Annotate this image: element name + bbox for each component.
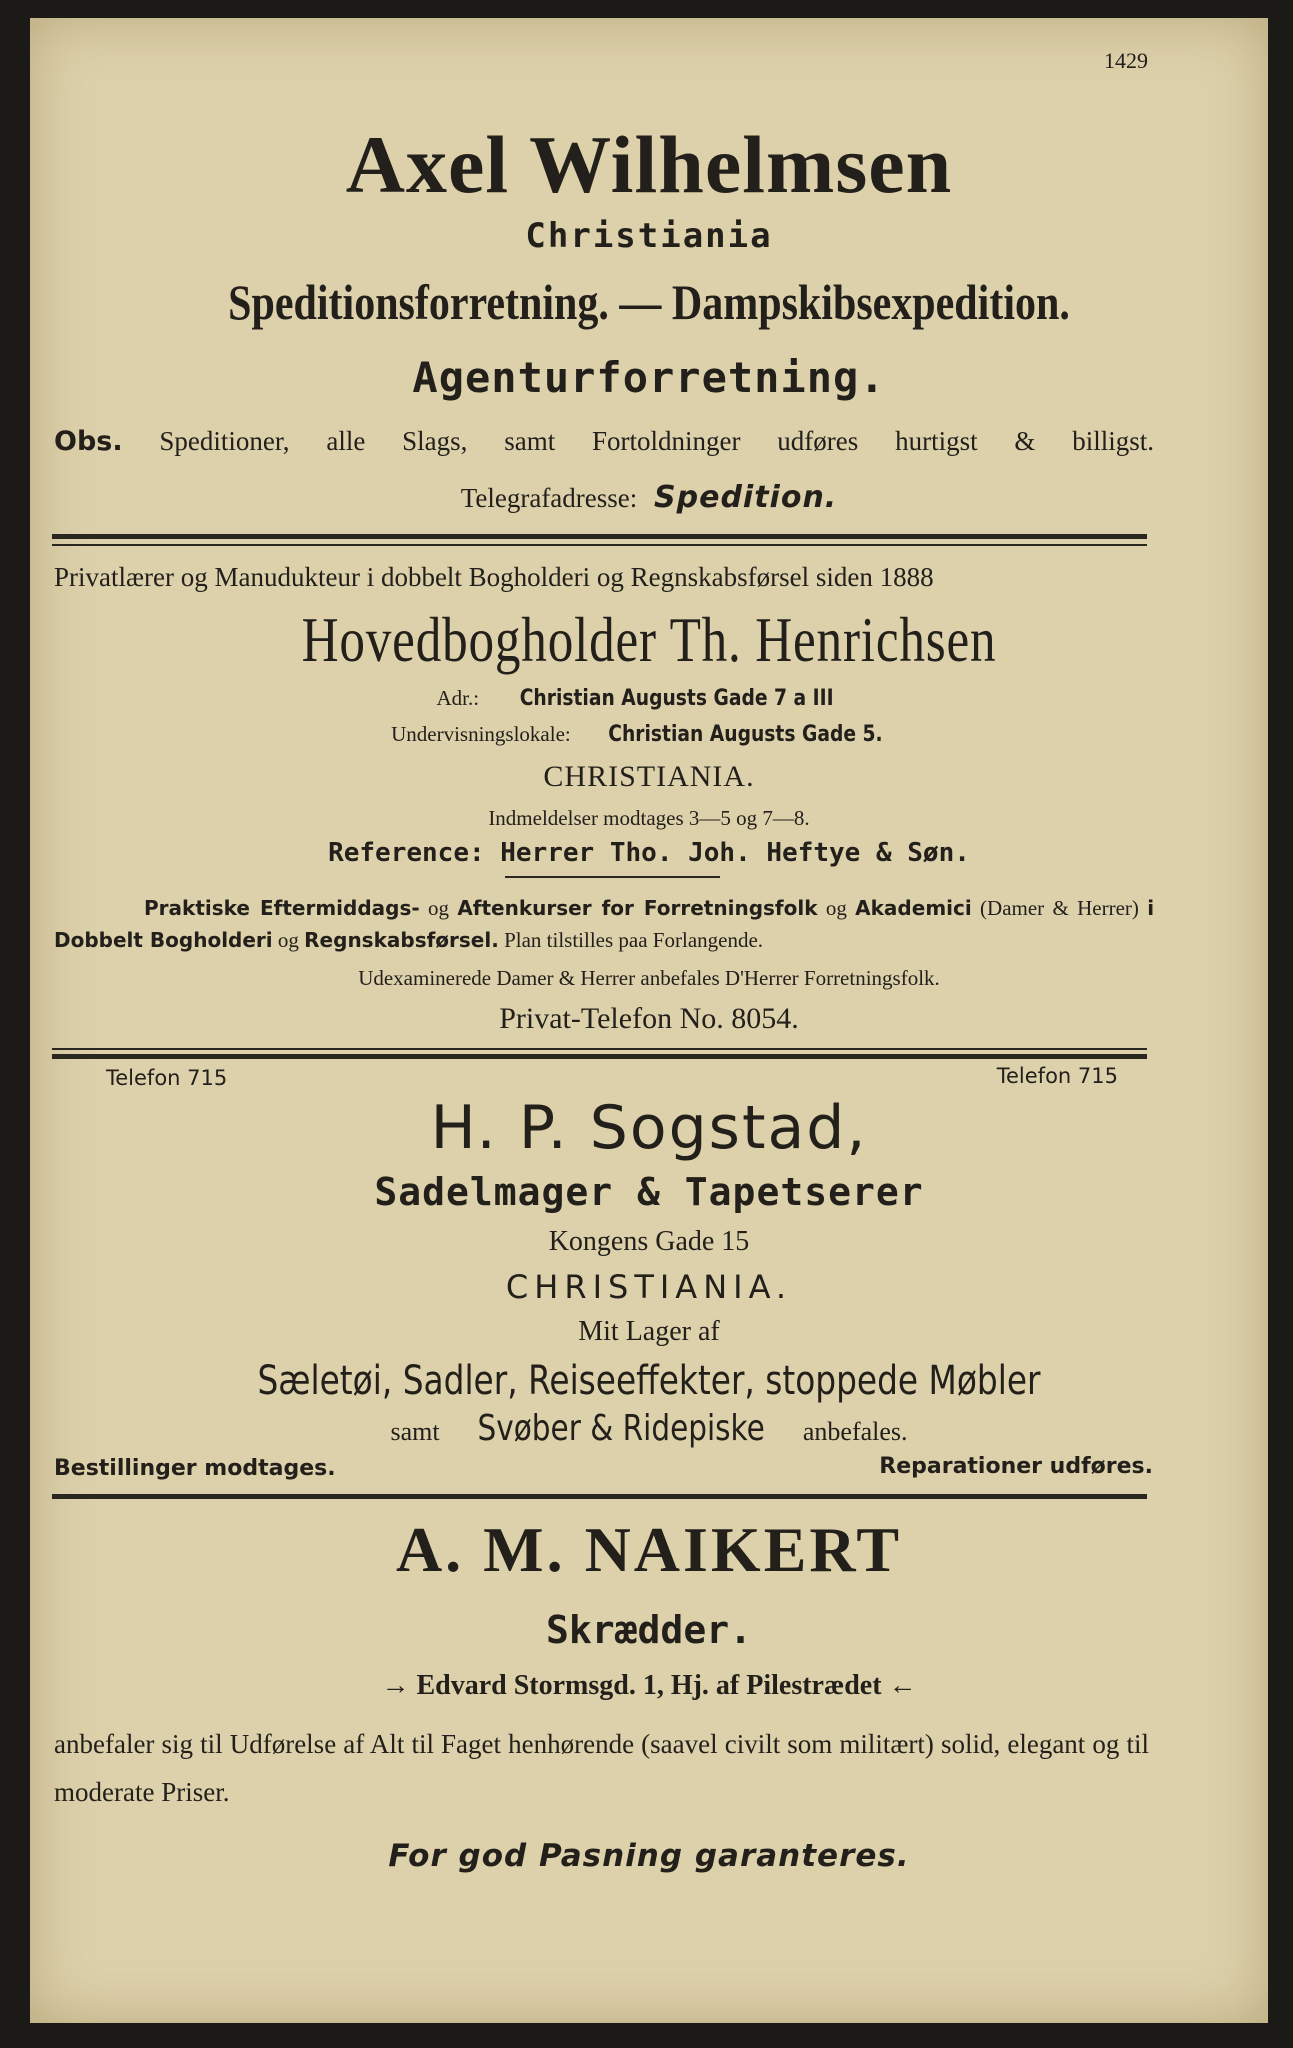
ad4-trade: Skrædder. bbox=[546, 1608, 752, 1652]
ad2-courses-text: og bbox=[825, 896, 847, 920]
ad3-goods-line2 bbox=[30, 1408, 1268, 1449]
ad2-und-label: Undervisningslokale: bbox=[391, 722, 571, 746]
divider bbox=[52, 1048, 1147, 1050]
ad2-reference: Reference: Herrer Tho. Joh. Heftye & Søn. bbox=[328, 838, 970, 868]
arrow-right-icon: → bbox=[381, 1670, 410, 1701]
ad2-recommend: Udexaminerede Damer & Herrer anbefales D'Herrer Forretningsfolk. bbox=[358, 966, 940, 990]
ad1-obs-label: Obs. bbox=[54, 426, 123, 457]
ad1-obs-word: & bbox=[1014, 426, 1036, 456]
ad2-intro: Privatlærer og Manudukteur i dobbelt Bogholderi og Regnskabsførsel siden 1888 bbox=[54, 562, 934, 592]
ad3-name: H. P. Sogstad, bbox=[430, 1093, 868, 1163]
ad3-phone-right: Telefon 715 bbox=[996, 1064, 1118, 1088]
ad2-courses-text: Plan tilstilles paa Forlangende. bbox=[504, 928, 764, 952]
ad1-telegraph-value: Spedition. bbox=[654, 480, 838, 515]
ad1-services: Speditionsforretning. — Dampskibsexpedition. bbox=[228, 274, 1070, 330]
ad2-courses bbox=[54, 892, 1154, 956]
ad3-recommends: anbefales. bbox=[802, 1417, 908, 1446]
ad2-courses-text: og bbox=[277, 928, 299, 952]
ad1-obs-word: udføres bbox=[777, 426, 859, 456]
ad2-name: Hovedbogholder Th. Henrichsen bbox=[301, 604, 997, 675]
divider bbox=[52, 1054, 1147, 1059]
divider bbox=[52, 1494, 1147, 1499]
ad3-phone-left: Telefon 715 bbox=[106, 1066, 228, 1090]
ad2-city: CHRISTIANIA. bbox=[543, 760, 755, 793]
ad3-trade: Sadelmager & Tapetserer bbox=[374, 1170, 924, 1214]
ad2-courses-text: (Damer & Herrer) bbox=[980, 896, 1139, 920]
ad4-address-line bbox=[30, 1670, 1268, 1702]
ad2-courses-bold: i Dobbelt Bogholderi bbox=[54, 896, 1155, 952]
ad3-stock: Mit Lager af bbox=[578, 1316, 720, 1347]
ad3-repairs: Reparationer udføres. bbox=[879, 1454, 1153, 1479]
ad1-obs-word: Fortoldninger bbox=[592, 426, 741, 456]
ad2-address bbox=[30, 686, 1268, 711]
ad1-obs-word: hurtigst bbox=[895, 426, 978, 456]
ad2-courses-bold: Akademici bbox=[855, 896, 972, 920]
ad3-orders: Bestillinger modtages. bbox=[54, 1456, 336, 1481]
ad1-telegraph bbox=[30, 480, 1268, 515]
ad1-obs-word: samt bbox=[504, 426, 556, 456]
ad2-adr-label: Adr.: bbox=[436, 686, 480, 710]
ad4-address: Edvard Stormsgd. 1, Hj. af Pilestrædet bbox=[416, 1670, 882, 1701]
ad1-name: Axel Wilhelmsen bbox=[345, 119, 953, 210]
ad3-samt: samt bbox=[390, 1417, 440, 1446]
divider bbox=[52, 534, 1147, 539]
ad2-hours: Indmeldelser modtages 3—5 og 7—8. bbox=[488, 806, 810, 830]
ad3-goods: Sæletøi, Sadler, Reiseeffekter, stoppede Møbler bbox=[257, 1358, 1041, 1404]
ad2-adr-value: Christian Augusts Gade 7 a III bbox=[519, 686, 834, 711]
ad1-obs-word: Slags, bbox=[402, 426, 468, 456]
ad3-address: Kongens Gade 15 bbox=[548, 1226, 750, 1257]
ad2-courses-text: og bbox=[428, 896, 449, 920]
ad2-lesson-location bbox=[30, 722, 1268, 747]
ad1-obs-line bbox=[54, 426, 1154, 457]
document-page bbox=[30, 18, 1268, 2023]
ad2-phone: Privat-Telefon No. 8054. bbox=[499, 1002, 799, 1035]
ad4-body: anbefaler sig til Udførelse af Alt til Faget henhørende (saavel civilt som militært) solid, elegant og til moderate Priser. bbox=[54, 1729, 1149, 1807]
page-number: 1429 bbox=[1104, 48, 1148, 73]
ad2-courses-bold: Praktiske Eftermiddags- bbox=[144, 896, 420, 920]
ad1-city: Christiania bbox=[525, 216, 773, 256]
ad1-telegraph-label: Telegrafadresse: bbox=[460, 483, 638, 513]
ad3-goods2: Svøber & Ridepiske bbox=[477, 1408, 765, 1449]
ad1-obs-word: Speditioner, bbox=[159, 426, 290, 456]
ad4-name: A. M. NAIKERT bbox=[395, 1514, 903, 1585]
ad1-obs-word: alle bbox=[326, 426, 366, 456]
arrow-left-icon: ← bbox=[888, 1670, 917, 1701]
ad2-courses-bold: Aftenkurser for Forretningsfolk bbox=[457, 896, 818, 920]
short-divider bbox=[505, 876, 720, 878]
ad4-slogan: For god Pasning garanteres. bbox=[388, 1838, 910, 1874]
ad2-und-value: Christian Augusts Gade 5. bbox=[608, 722, 883, 747]
ad1-obs-word: billigst. bbox=[1072, 426, 1154, 456]
ad2-courses-bold: Regnskabsførsel. bbox=[304, 928, 499, 952]
divider bbox=[52, 544, 1147, 546]
ad3-city: CHRISTIANIA. bbox=[505, 1268, 793, 1306]
ad1-agentur: Agenturforretning. bbox=[412, 353, 886, 402]
